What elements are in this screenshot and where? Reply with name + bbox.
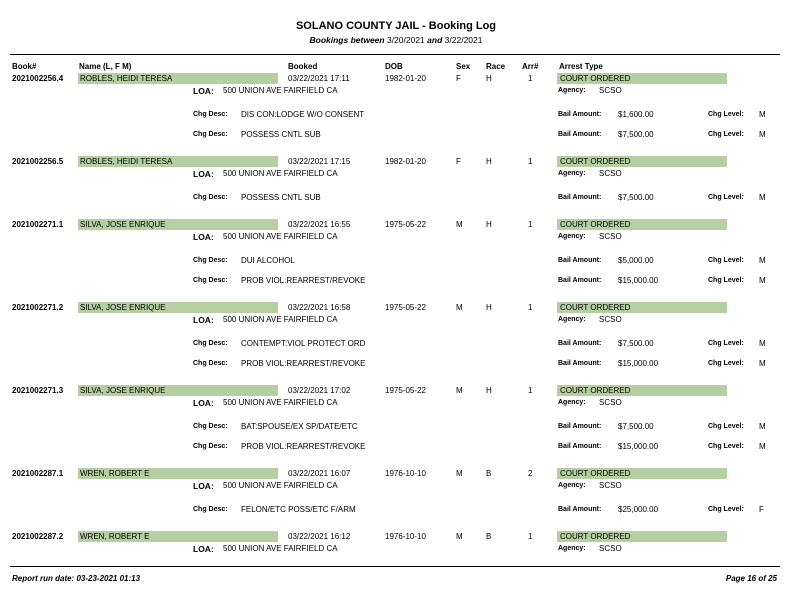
chg-level-label: Chg Level: [708,360,744,367]
arrest-number: 1 [528,220,533,229]
chg-level-label: Chg Level: [708,340,744,347]
agency-value: SCSO [599,315,622,324]
booked-datetime: 03/22/2021 16:07 [288,469,351,478]
book-number: 2021002256.4 [12,74,64,83]
chg-level: M [759,110,766,119]
chg-level: F [759,505,764,514]
col-name: Name (L, F M) [79,62,132,71]
arrest-number: 1 [528,303,533,312]
loa-label: LOA: [193,169,214,179]
bail-amount-label: Bail Amount: [558,423,602,430]
footer-rule [10,566,780,567]
agency-label: Agency: [558,482,586,489]
chg-level: M [759,422,766,431]
inmate-name: SILVA, JOSE ENRIQUE [80,303,166,312]
start-date: 3/20/2021 [386,35,425,45]
loa-value: 500 UNION AVE FAIRFIELD CA [223,169,338,178]
col-book: Book# [12,62,37,71]
chg-level: M [759,276,766,285]
bail-amount: $15,000.00 [618,276,659,285]
bail-amount: $7,500.00 [618,130,654,139]
agency-label: Agency: [558,545,586,552]
booked-datetime: 03/22/2021 17:11 [288,74,350,83]
agency-label: Agency: [558,170,586,177]
chg-level-label: Chg Level: [708,277,744,284]
booked-datetime: 03/22/2021 16:55 [288,220,351,229]
chg-desc: DIS CON:LODGE W/O CONSENT [241,110,365,119]
arrest-type: COURT ORDERED [560,386,631,395]
arrest-number: 2 [528,469,533,478]
race: H [486,74,492,83]
dob: 1976-10-10 [385,469,426,478]
bail-amount-label: Bail Amount: [558,443,602,450]
chg-desc-label: Chg Desc: [193,257,228,264]
chg-level-label: Chg Level: [708,257,744,264]
chg-desc: POSSESS CNTL SUB [241,193,321,202]
sex: M [456,220,463,229]
sex: M [456,386,463,395]
book-number: 2021002271.3 [12,386,64,395]
chg-desc: DUI ALCOHOL [241,256,295,265]
loa-value: 500 UNION AVE FAIRFIELD CA [223,315,338,324]
bail-amount-label: Bail Amount: [558,506,602,513]
chg-level-label: Chg Level: [708,443,744,450]
loa-value: 500 UNION AVE FAIRFIELD CA [223,86,338,95]
chg-level-label: Chg Level: [708,506,744,513]
loa-value: 500 UNION AVE FAIRFIELD CA [223,398,338,407]
chg-level: M [759,193,766,202]
bail-amount-label: Bail Amount: [558,340,602,347]
race: B [486,469,492,478]
arrest-number: 1 [528,157,533,166]
chg-level-label: Chg Level: [708,423,744,430]
chg-desc-label: Chg Desc: [193,111,228,118]
chg-desc-label: Chg Desc: [193,131,228,138]
bail-amount-label: Bail Amount: [558,111,602,118]
booked-datetime: 03/22/2021 16:58 [288,303,351,312]
chg-level: M [759,442,766,451]
agency-value: SCSO [599,481,622,490]
arrest-type: COURT ORDERED [560,220,631,229]
inmate-name: ROBLES, HEIDI TERESA [80,157,173,166]
bail-amount: $7,500.00 [618,339,654,348]
loa-value: 500 UNION AVE FAIRFIELD CA [223,481,338,490]
chg-desc-label: Chg Desc: [193,340,228,347]
col-race: Race [486,62,506,71]
chg-desc: BAT:SPOUSE/EX SP/DATE/ETC [241,422,358,431]
dob: 1975-05-22 [385,386,426,395]
inmate-name: SILVA, JOSE ENRIQUE [80,220,166,229]
chg-desc: CONTEMPT:VIOL PROTECT ORD [241,339,366,348]
chg-desc-label: Chg Desc: [193,443,228,450]
chg-desc: FELON/ETC POSS/ETC F/ARM [241,505,356,514]
bail-amount: $25,000.00 [618,505,659,514]
loa-label: LOA: [193,544,214,554]
loa-label: LOA: [193,315,214,325]
subtitle-and: and [427,35,443,45]
chg-desc: PROB VIOL:REARREST/REVOKE [241,359,366,368]
chg-level: M [759,359,766,368]
book-number: 2021002271.1 [12,220,64,229]
arrest-type: COURT ORDERED [560,157,631,166]
arrest-type: COURT ORDERED [560,74,631,83]
chg-desc-label: Chg Desc: [193,277,228,284]
arrest-number: 1 [528,532,533,541]
col-dob: DOB [385,62,403,71]
agency-value: SCSO [599,232,622,241]
bail-amount: $5,000.00 [618,256,654,265]
chg-level-label: Chg Level: [708,194,744,201]
dob: 1982-01-20 [385,157,426,166]
sex: F [456,74,461,83]
bail-amount: $15,000.00 [618,359,659,368]
chg-desc-label: Chg Desc: [193,506,228,513]
loa-label: LOA: [193,398,214,408]
agency-value: SCSO [599,398,622,407]
chg-desc-label: Chg Desc: [193,360,228,367]
chg-level-label: Chg Level: [708,131,744,138]
agency-value: SCSO [599,86,622,95]
agency-label: Agency: [558,399,586,406]
book-number: 2021002287.1 [12,469,64,478]
book-number: 2021002256.5 [12,157,64,166]
loa-value: 500 UNION AVE FAIRFIELD CA [223,232,338,241]
race: H [486,386,492,395]
report-title: SOLANO COUNTY JAIL - Booking Log [295,20,497,32]
chg-desc: PROB VIOL:REARREST/REVOKE [241,276,366,285]
bail-amount-label: Bail Amount: [558,194,602,201]
chg-desc: PROB VIOL:REARREST/REVOKE [241,442,366,451]
header-rule [10,54,780,55]
subtitle-prefix: Bookings between [309,35,385,45]
loa-label: LOA: [193,481,214,491]
chg-desc: POSSESS CNTL SUB [241,130,321,139]
report-run-date: Report run date: 03-23-2021 01:13 [12,574,141,583]
inmate-name: ROBLES, HEIDI TERESA [80,74,173,83]
race: H [486,303,492,312]
end-date: 3/22/2021 [444,35,483,45]
sex: M [456,532,463,541]
agency-value: SCSO [599,169,622,178]
dob: 1975-05-22 [385,220,426,229]
arrest-type: COURT ORDERED [560,532,631,541]
bail-amount-label: Bail Amount: [558,360,602,367]
chg-level: M [759,130,766,139]
agency-value: SCSO [599,544,622,553]
bail-amount-label: Bail Amount: [558,257,602,264]
col-sex: Sex [456,62,471,71]
bail-amount: $7,500.00 [618,193,654,202]
arrest-type: COURT ORDERED [560,469,631,478]
bail-amount: $1,600.00 [618,110,654,119]
dob: 1976-10-10 [385,532,426,541]
chg-desc-label: Chg Desc: [193,423,228,430]
arrest-number: 1 [528,74,533,83]
booked-datetime: 03/22/2021 16:12 [288,532,351,541]
book-number: 2021002271.2 [12,303,64,312]
sex: F [456,157,461,166]
sex: M [456,469,463,478]
chg-level: M [759,256,766,265]
dob: 1975-05-22 [385,303,426,312]
bail-amount-label: Bail Amount: [558,277,602,284]
book-number: 2021002287.2 [12,532,64,541]
agency-label: Agency: [558,87,586,94]
inmate-name: WREN, ROBERT E [80,469,150,478]
arrest-type: COURT ORDERED [560,303,631,312]
col-booked: Booked [288,62,318,71]
col-arrest-type: Arrest Type [559,62,603,71]
agency-label: Agency: [558,233,586,240]
race: H [486,157,492,166]
loa-label: LOA: [193,232,214,242]
inmate-name: WREN, ROBERT E [80,532,150,541]
loa-value: 500 UNION AVE FAIRFIELD CA [223,544,338,553]
inmate-name: SILVA, JOSE ENRIQUE [80,386,166,395]
arrest-number: 1 [528,386,533,395]
booked-datetime: 03/22/2021 17:02 [288,386,351,395]
col-arr: Arr# [522,62,539,71]
dob: 1982-01-20 [385,74,426,83]
race: B [486,532,492,541]
booked-datetime: 03/22/2021 17:15 [288,157,351,166]
loa-label: LOA: [193,86,214,96]
report-subtitle [0,35,792,45]
bail-amount-label: Bail Amount: [558,131,602,138]
chg-level: M [759,339,766,348]
sex: M [456,303,463,312]
bail-amount: $7,500.00 [618,422,654,431]
race: H [486,220,492,229]
chg-desc-label: Chg Desc: [193,194,228,201]
page-number: Page 16 of 25 [725,574,777,583]
chg-level-label: Chg Level: [708,111,744,118]
agency-label: Agency: [558,316,586,323]
bail-amount: $15,000.00 [618,442,659,451]
